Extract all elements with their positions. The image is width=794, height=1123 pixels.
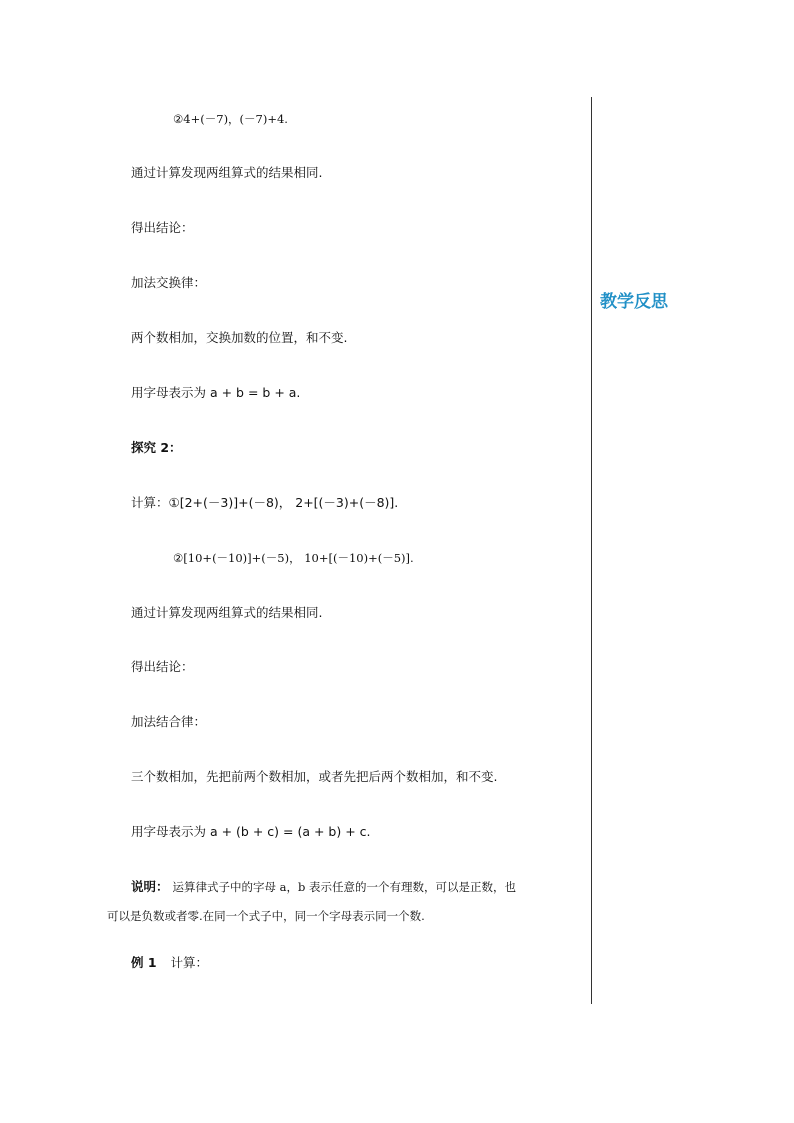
text-line-8: 计算：①[2+(－3)]+(－8)， 2+[(－3)+(－8)]. [131, 495, 399, 510]
text-line-14: 用字母表示为 a + (b + c) = (a + b) + c. [131, 824, 371, 839]
text-line-4: 加法交换律： [131, 275, 207, 290]
expression-line-1: ②4+(－7)，(－7)+4. [173, 112, 288, 126]
text-line-12: 加法结合律： [131, 714, 207, 729]
teaching-reflection-title: 教学反思 [600, 292, 668, 312]
section-heading-2: 探究 2： [131, 440, 182, 455]
note-line-2: 可以是负数或者零.在同一个式子中，同一个字母表示同一个数. [107, 909, 425, 923]
text-line-10: 通过计算发现两组算式的结果相同. [131, 605, 323, 620]
example-label: 例 1 [131, 955, 157, 970]
column-divider [591, 97, 592, 1004]
text-line-6: 用字母表示为 a + b = b + a. [131, 385, 301, 400]
text-line-11: 得出结论： [131, 659, 194, 674]
text-line-5: 两个数相加，交换加数的位置，和不变. [131, 330, 348, 345]
text-line-3: 得出结论： [131, 220, 194, 235]
note-line-1 [131, 879, 516, 895]
text-line-13: 三个数相加，先把前两个数相加，或者先把后两个数相加，和不变. [131, 769, 498, 784]
note-text-1: 运算律式子中的字母 a，b 表示任意的一个有理数，可以是正数，也 [172, 880, 517, 894]
note-label: 说明： [131, 879, 169, 894]
expression-line-9: ②[10+(－10)]+(－5)， 10+[(－10)+(－5)]. [173, 551, 414, 565]
text-line-2: 通过计算发现两组算式的结果相同. [131, 165, 323, 180]
example-line [131, 955, 208, 971]
example-text: 计算： [170, 955, 209, 970]
